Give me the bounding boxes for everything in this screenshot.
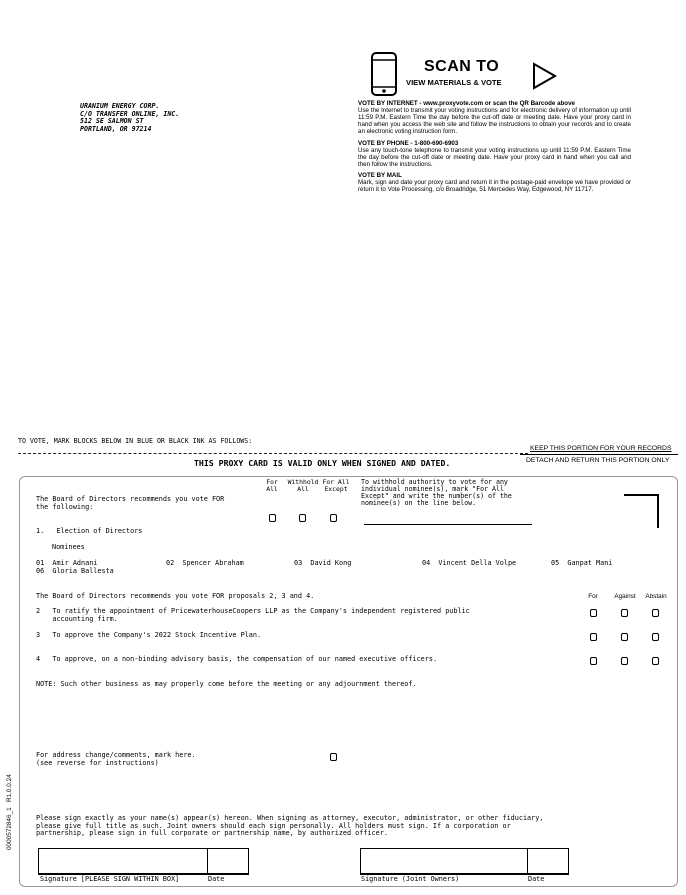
signature-box[interactable] <box>38 848 208 874</box>
proposal-3-against-checkbox[interactable] <box>621 633 628 641</box>
date-box[interactable] <box>207 848 249 874</box>
joint-date-label: Date <box>528 875 545 883</box>
proposal-4: 4 To approve, on a non-binding advisory basis, the compensation of our named executive officers. <box>36 655 438 663</box>
date-label: Date <box>208 875 225 883</box>
scan-title: SCAN TO <box>424 58 500 75</box>
vote-by-internet <box>358 100 631 135</box>
address-line-1: URANIUM ENERGY CORP. <box>80 102 160 110</box>
detach-line <box>18 453 528 454</box>
address-line-2: C/O TRANSFER ONLINE, INC. <box>80 109 180 118</box>
address-change-checkbox[interactable] <box>330 753 337 761</box>
col-withhold-all: Withhold All <box>287 478 319 494</box>
col-for-all-except: For All Except <box>322 478 350 494</box>
nominee-04: 04 Vincent Della Volpe <box>422 559 517 567</box>
withhold-all-checkbox[interactable] <box>299 514 306 522</box>
withhold-instructions: To withhold authority to vote for any individual nominee(s), mark "For All Except" and write the number(s) of the nominee(s) on the line below. <box>361 478 512 507</box>
nominee-03: 03 David Kong <box>294 559 352 567</box>
proposal-2-against-checkbox[interactable] <box>621 609 628 617</box>
proposal-4-against-checkbox[interactable] <box>621 657 628 665</box>
mail-body: Mark, sign and date your proxy card and return it in the postage-paid envelope we have provided or return it to Vote Processing, c/o Broadridge, 51 Mercedes Way, Edgewood, NY 11717. <box>358 179 631 193</box>
note-text: NOTE: Such other business as may properly come before the meeting or any adjournment thereof. <box>36 680 417 688</box>
col-abstain: Abstain <box>645 593 667 600</box>
proposal-2: 2 To ratify the appointment of PricewaterhouseCoopers LLP as the Company's independent registered public accounting firm. <box>36 607 470 623</box>
nominee-01: 01 Amir Adnani <box>36 559 98 567</box>
joint-signature-label: Signature (Joint Owners) <box>361 875 460 883</box>
joint-signature-box[interactable] <box>360 848 528 874</box>
except-nominee-line[interactable] <box>364 524 532 525</box>
phone-icon <box>370 52 398 96</box>
nominees-label: Nominees <box>52 543 85 551</box>
address-change-text: For address change/comments, mark here. (see reverse for instructions) <box>36 751 196 767</box>
valid-notice: THIS PROXY CARD IS VALID ONLY WHEN SIGNED AND DATED. <box>194 458 451 468</box>
address-line-4: PORTLAND, OR 97214 <box>80 124 152 133</box>
corner-mark <box>624 494 659 528</box>
address-line-3: 512 SE SALMON ST <box>80 117 144 125</box>
play-arrow-icon <box>532 62 558 90</box>
side-code: 0000572846_1 R1.0.0.24 <box>6 774 13 850</box>
nominee-02: 02 Spencer Abraham <box>166 559 244 567</box>
vote-by-mail <box>358 172 631 193</box>
detach-portion-label: DETACH AND RETURN THIS PORTION ONLY <box>526 457 670 464</box>
proposal-2-abstain-checkbox[interactable] <box>652 609 659 617</box>
proposal-4-abstain-checkbox[interactable] <box>652 657 659 665</box>
proposal-3: 3 To approve the Company's 2022 Stock Incentive Plan. <box>36 631 262 639</box>
proposal-4-for-checkbox[interactable] <box>590 657 597 665</box>
election-item: 1. Election of Directors <box>36 527 143 535</box>
internet-body: Use the Internet to transmit your voting instructions and for electronic delivery of information up until 11:59 P.M. Eastern Time the day before the cut-off date or meeting date. Have your proxy card in hand when you access the web site and follow the instructions to obtain your records and to create an electronic voting instruction form. <box>358 107 631 135</box>
col-against: Against <box>614 593 636 600</box>
phone-body: Use any touch-tone telephone to transmit your voting instructions up until 11:59 P.M. Eastern Time the day before the cut-off date or meeting date. Have your proxy card in hand when you call and then follow the instructions. <box>358 147 631 168</box>
proposals-recommend: The Board of Directors recommends you vote FOR proposals 2, 3 and 4. <box>36 592 315 600</box>
phone-heading: VOTE BY PHONE - 1-800-690-6903 <box>358 140 459 147</box>
col-for-all: For All <box>266 478 278 494</box>
board-recommend-text: The Board of Directors recommends you vote FOR the following: <box>36 495 225 511</box>
nominee-05: 05 Ganpat Mani <box>551 559 613 567</box>
proposal-3-abstain-checkbox[interactable] <box>652 633 659 641</box>
joint-date-box[interactable] <box>527 848 569 874</box>
internet-heading: VOTE BY INTERNET - www.proxyvote.com or scan the QR Barcode above <box>358 100 575 107</box>
for-all-checkbox[interactable] <box>269 514 276 522</box>
proposal-3-for-checkbox[interactable] <box>590 633 597 641</box>
sign-instructions: Please sign exactly as your name(s) appear(s) hereon. When signing as attorney, executor, administrator, or other fiduciary, please give full title as such. Joint owners should each sign personally. All holders must sign. If a corporation or partnership, please sign in full corporate or partnership name, by authorized officer. <box>36 814 544 838</box>
scan-subtitle: VIEW MATERIALS & VOTE <box>406 78 502 87</box>
vote-by-phone <box>358 140 631 168</box>
mail-heading: VOTE BY MAIL <box>358 172 402 179</box>
signature-label: Signature [PLEASE SIGN WITHIN BOX] <box>40 875 180 883</box>
keep-portion-label: KEEP THIS PORTION FOR YOUR RECORDS <box>530 445 672 452</box>
proposal-2-for-checkbox[interactable] <box>590 609 597 617</box>
mailing-address <box>80 103 179 133</box>
col-for: For <box>588 593 598 600</box>
mark-instructions: TO VOTE, MARK BLOCKS BELOW IN BLUE OR BLACK INK AS FOLLOWS: <box>18 437 253 445</box>
nominee-06: 06 Gloria Ballesta <box>36 567 114 575</box>
for-all-except-checkbox[interactable] <box>330 514 337 522</box>
keep-portion-rule <box>520 454 678 455</box>
